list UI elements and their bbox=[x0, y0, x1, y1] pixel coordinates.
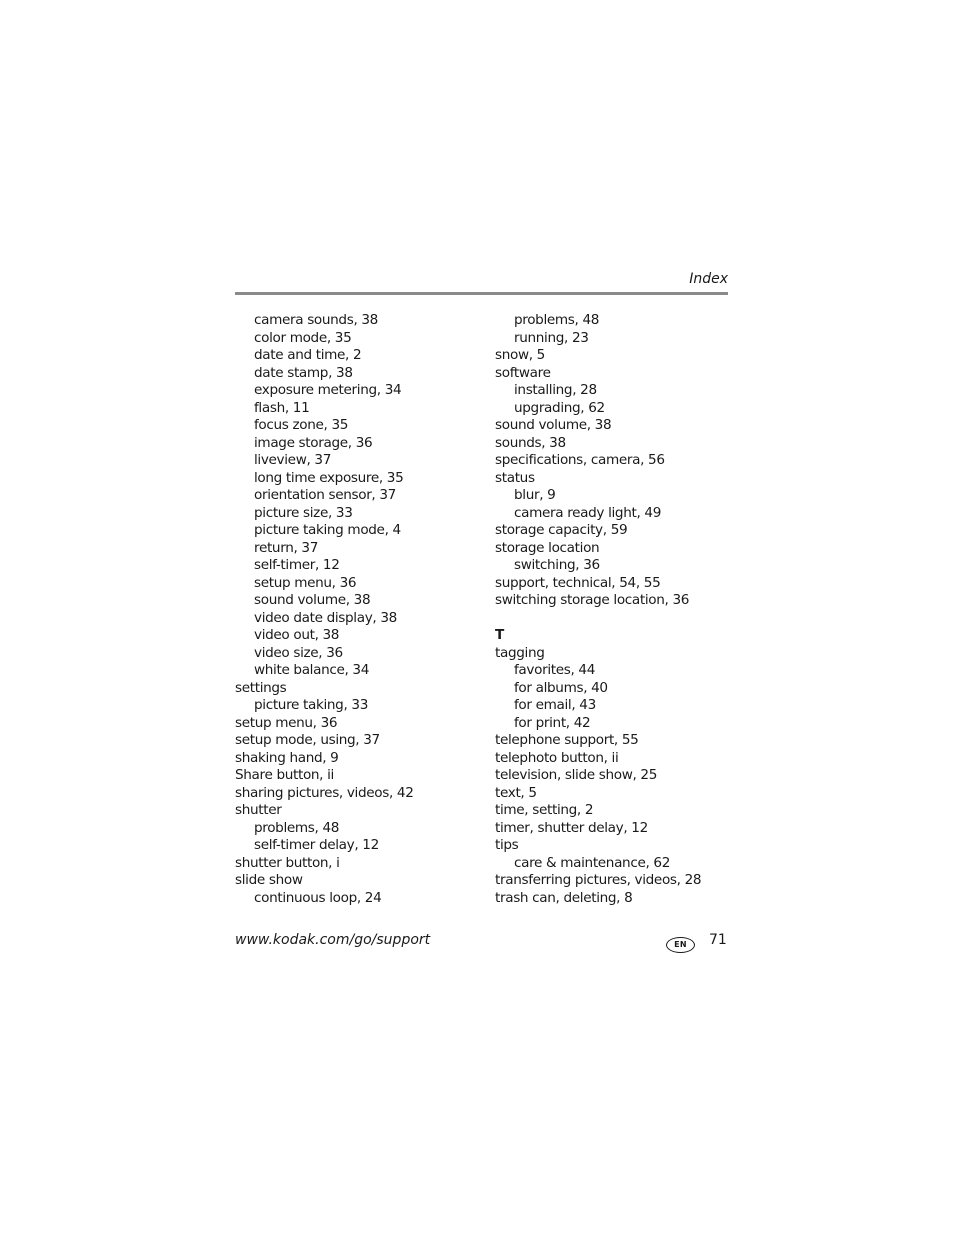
index-entry: setup menu, 36 bbox=[235, 714, 338, 731]
index-entry: slide show bbox=[235, 872, 303, 888]
index-subentry: flash, 11 bbox=[254, 399, 310, 416]
index-entry: telephone support, 55 bbox=[495, 732, 639, 748]
index-entry: sound volume, 38 bbox=[495, 417, 612, 433]
index-subentry: date and time, 2 bbox=[254, 347, 362, 363]
index-subentry: for albums, 40 bbox=[514, 679, 608, 696]
index-entry: specifications, camera, 56 bbox=[495, 452, 665, 468]
index-subentry: long time exposure, 35 bbox=[254, 469, 404, 486]
index-subentry: setup menu, 36 bbox=[254, 574, 357, 591]
index-subentry: camera ready light, 49 bbox=[514, 504, 661, 521]
index-entry: software bbox=[495, 364, 551, 381]
index-column-left bbox=[235, 312, 414, 907]
index-entry: Share button, ii bbox=[235, 767, 334, 783]
index-entry: trash can, deleting, 8 bbox=[495, 889, 633, 906]
index-subentry: blur, 9 bbox=[514, 487, 556, 503]
index-entry: transferring pictures, videos, 28 bbox=[495, 872, 702, 888]
index-column-right bbox=[495, 312, 701, 907]
index-subentry: return, 37 bbox=[254, 539, 319, 556]
index-entry: shutter button, i bbox=[235, 854, 340, 871]
index-subentry: self-timer delay, 12 bbox=[254, 837, 379, 853]
index-subentry: video size, 36 bbox=[254, 644, 343, 661]
index-subentry: self-timer, 12 bbox=[254, 557, 340, 573]
language-badge: EN bbox=[666, 937, 695, 953]
index-subentry: running, 23 bbox=[514, 329, 589, 346]
index-subentry: orientation sensor, 37 bbox=[254, 487, 396, 503]
running-header-title: Index bbox=[689, 271, 728, 287]
index-subentry: focus zone, 35 bbox=[254, 417, 349, 433]
index-entry: shaking hand, 9 bbox=[235, 749, 339, 766]
index-subentry: white balance, 34 bbox=[254, 662, 370, 678]
index-subentry: installing, 28 bbox=[514, 382, 597, 398]
index-subentry: date stamp, 38 bbox=[254, 364, 353, 381]
index-subentry: picture taking mode, 4 bbox=[254, 522, 401, 538]
index-entry: storage location bbox=[495, 539, 600, 556]
footer-support-url[interactable]: www.kodak.com/go/support bbox=[235, 932, 431, 948]
index-subentry: upgrading, 62 bbox=[514, 399, 605, 416]
index-subentry: care & maintenance, 62 bbox=[514, 854, 670, 871]
index-subentry: exposure metering, 34 bbox=[254, 382, 402, 398]
index-entry: telephoto button, ii bbox=[495, 749, 619, 766]
index-entry: settings bbox=[235, 679, 287, 696]
index-subentry: continuous loop, 24 bbox=[254, 889, 382, 906]
index-subentry: color mode, 35 bbox=[254, 329, 352, 346]
index-entry: text, 5 bbox=[495, 784, 537, 801]
page-number: 71 bbox=[709, 932, 727, 948]
index-entry: switching storage location, 36 bbox=[495, 592, 690, 608]
index-entry: television, slide show, 25 bbox=[495, 767, 658, 783]
index-subentry: camera sounds, 38 bbox=[254, 312, 378, 328]
index-subentry: favorites, 44 bbox=[514, 662, 596, 678]
index-entry: support, technical, 54, 55 bbox=[495, 574, 661, 591]
index-entry: time, setting, 2 bbox=[495, 802, 594, 818]
index-entry: timer, shutter delay, 12 bbox=[495, 819, 648, 836]
index-subentry: switching, 36 bbox=[514, 557, 600, 573]
index-subentry: problems, 48 bbox=[514, 312, 600, 328]
header-divider bbox=[235, 292, 728, 295]
index-entry: tagging bbox=[495, 644, 545, 661]
index-entry: shutter bbox=[235, 802, 282, 818]
index-entry: tips bbox=[495, 837, 519, 853]
index-entry: storage capacity, 59 bbox=[495, 522, 628, 538]
index-entry: sounds, 38 bbox=[495, 434, 566, 451]
index-subentry: for email, 43 bbox=[514, 697, 596, 713]
index-entry: setup mode, using, 37 bbox=[235, 732, 380, 748]
index-subentry: video date display, 38 bbox=[254, 609, 397, 626]
index-subentry: for print, 42 bbox=[514, 714, 591, 731]
index-subentry: picture size, 33 bbox=[254, 504, 353, 521]
index-subentry: sound volume, 38 bbox=[254, 592, 371, 608]
index-entry: snow, 5 bbox=[495, 347, 545, 363]
index-subentry: video out, 38 bbox=[254, 627, 340, 643]
index-letter-heading: T bbox=[495, 627, 504, 643]
index-spacer bbox=[495, 610, 701, 628]
index-subentry: liveview, 37 bbox=[254, 452, 332, 468]
index-entry: status bbox=[495, 469, 535, 486]
index-subentry: image storage, 36 bbox=[254, 434, 373, 451]
index-subentry: picture taking, 33 bbox=[254, 697, 368, 713]
index-entry: sharing pictures, videos, 42 bbox=[235, 784, 414, 801]
index-subentry: problems, 48 bbox=[254, 819, 340, 836]
